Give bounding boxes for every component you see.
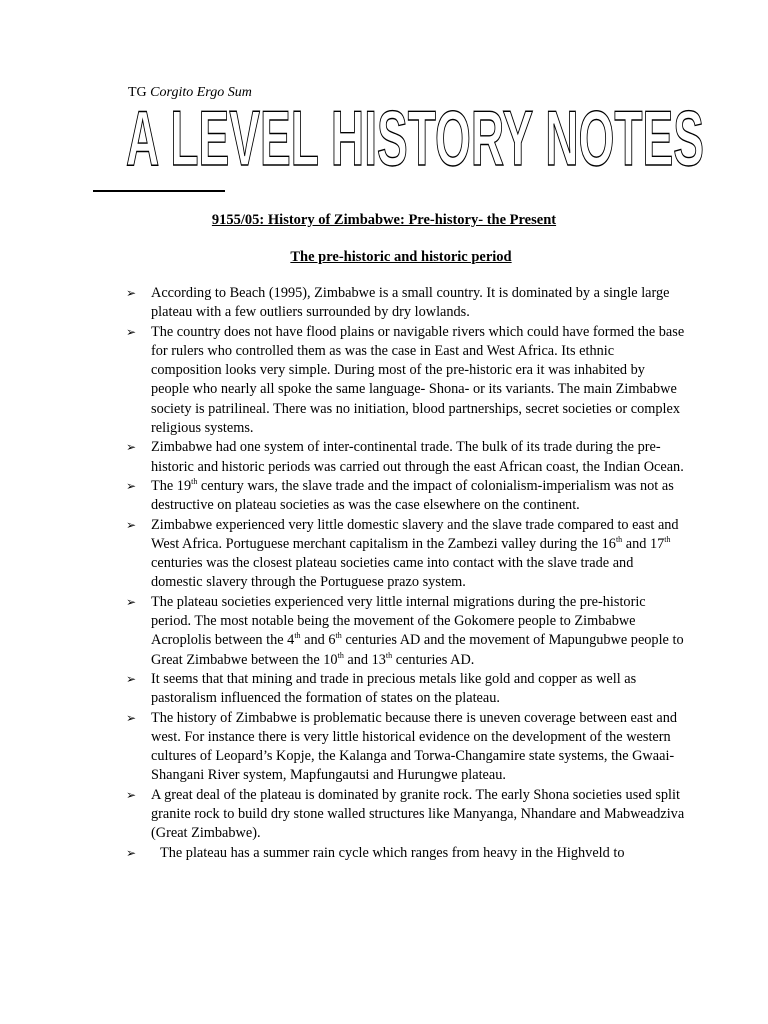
text-segment: centuries AD. <box>392 651 475 668</box>
list-item <box>126 670 686 709</box>
text-segment: The plateau societies experienced very little internal migrations during the pre-historic period. The most notable being the movement of the Gokomere people to Zimbabwe Acroplolis between the 4 <box>151 593 650 649</box>
list-item-text <box>151 710 681 784</box>
header-prefix: TG <box>128 85 147 100</box>
ordinal-suffix: th <box>337 650 344 660</box>
arrow-bullet-icon: ➢ <box>126 517 137 532</box>
notes-list <box>126 284 686 863</box>
header-line <box>128 84 252 102</box>
horizontal-rule <box>93 190 225 192</box>
text-segment: The history of Zimbabwe is problematic because there is uneven coverage between east and west. For instance there is very little historical evidence on the development of the western cultures of Leopard’s Kopje, the Kalanga and Torwa-Changamire state systems, the Gwaai-Shangani River system, Mapfungautsi and Hurungwe plateau. <box>151 709 681 784</box>
arrow-bullet-icon: ➢ <box>126 594 137 609</box>
arrow-bullet-icon: ➢ <box>126 787 137 802</box>
text-segment: and 17 <box>622 535 665 552</box>
list-item-text <box>151 439 684 474</box>
arrow-bullet-icon: ➢ <box>126 324 137 339</box>
arrow-bullet-icon: ➢ <box>126 710 137 725</box>
course-title: 9155/05: History of Zimbabwe: Pre-history- the Present <box>211 212 557 228</box>
ordinal-suffix: th <box>615 535 623 545</box>
text-segment: According to Beach (1995), Zimbabwe is a small country. It is dominated by a single large plateau with a few outliers surrounded by dry lowlands. <box>151 285 674 321</box>
ordinal-suffix: th <box>664 535 671 545</box>
header-motto: Corgito Ergo Sum <box>150 85 252 100</box>
arrow-bullet-icon: ➢ <box>126 845 137 860</box>
big-outlined-title <box>126 101 706 171</box>
ordinal-suffix: th <box>385 650 393 660</box>
list-item-text <box>151 594 687 668</box>
list-item <box>126 786 686 844</box>
ordinal-suffix: th <box>335 631 342 641</box>
text-segment: A great deal of the plateau is dominated by granite rock. The early Shona societies used split granite rock to build dry stone walled structures like Manyanga, Nhandare and Mabweadziva (Great Zimbabwe). <box>151 786 688 842</box>
arrow-bullet-icon: ➢ <box>126 478 137 493</box>
text-segment: Zimbabwe had one system of inter-continental trade. The bulk of its trade during the pre-historic and historic periods was carried out through the east African coast, the Indian Ocean. <box>151 439 684 475</box>
list-item <box>126 477 686 516</box>
text-segment: The country does not have flood plains or navigable rivers which could have formed the base for rulers who controlled them as was the case in East and West Africa. Its ethnic composition looks very simple. During most of the pre-historic era it was inhabited by people who nearly all spoke the same language- Shona- or its variants. The main Zimbabwe society is patrilineal. There was no initiation, blood partnerships, secret societies or complex religious systems. <box>151 323 688 437</box>
list-item-text <box>151 517 682 591</box>
list-item-text <box>151 787 688 842</box>
list-item <box>126 323 686 439</box>
list-item <box>126 709 686 786</box>
list-item-text <box>151 671 640 706</box>
section-title: The pre-historic and historic period <box>290 249 512 265</box>
list-item <box>126 844 686 863</box>
list-item-text <box>151 478 677 513</box>
text-segment: centuries AD and the movement of Mapungubwe people to Great Zimbabwe between the 10 <box>151 632 688 668</box>
list-item <box>126 438 686 477</box>
list-item <box>126 516 686 593</box>
ordinal-suffix: th <box>294 631 301 641</box>
text-segment: The plateau has a summer rain cycle which ranges from heavy in the Highveld to <box>160 844 625 861</box>
big-title-text: A LEVEL HISTORY NOTES <box>126 101 704 171</box>
text-segment: and 13 <box>343 651 386 668</box>
text-segment: century wars, the slave trade and the impact of colonialism-imperialism was not as destructive on plateau societies as was the case elsewhere on the continent. <box>151 477 678 514</box>
text-segment: The 19 <box>151 477 192 494</box>
arrow-bullet-icon: ➢ <box>126 286 137 300</box>
list-item <box>126 593 686 670</box>
text-segment: Zimbabwe experienced very little domestic slavery and the slave trade compared to east and West Africa. Portuguese merchant capitalism in the Zambezi valley during the 16 <box>151 516 682 552</box>
list-item-text <box>151 324 688 436</box>
list-item-text <box>151 845 625 861</box>
text-segment: It seems that that mining and trade in precious metals like gold and copper as well as pastoralism influenced the formation of states on the plateau. <box>151 670 640 707</box>
text-segment: and 6 <box>300 632 336 649</box>
list-item-text <box>151 285 673 320</box>
text-segment: centuries was the closest plateau societies came into contact with the slave trade and domestic slavery through the Portuguese prazo system. <box>151 535 675 591</box>
arrow-bullet-icon: ➢ <box>126 440 137 455</box>
list-item <box>126 284 686 323</box>
arrow-bullet-icon: ➢ <box>126 671 137 686</box>
ordinal-suffix: th <box>191 477 198 487</box>
